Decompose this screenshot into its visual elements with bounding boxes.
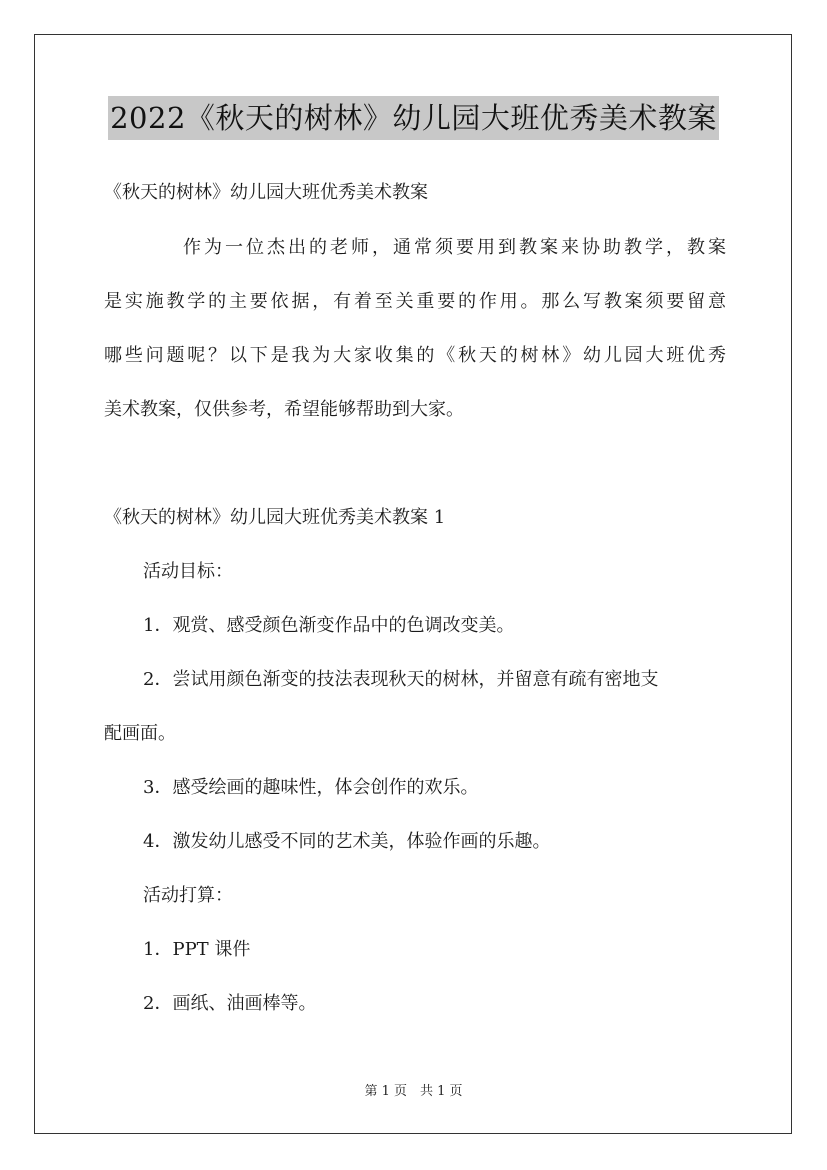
goal-item-3: 3．感受绘画的趣味性，体会创作的欢乐。 <box>143 777 479 798</box>
intro-line-3: 哪些问题呢？以下是我为大家收集的《秋天的树林》幼儿园大班优秀 <box>104 345 726 366</box>
page-number: 第 1 页 共 1 页 <box>364 1084 463 1099</box>
intro-line-1: 作为一位杰出的老师，通常须要用到教案来协助教学，教案 <box>183 237 726 258</box>
goal-item-2: 2．尝试用颜色渐变的技法表现秋天的树林，并留意有疏有密地支 <box>143 669 659 690</box>
prep-item-2: 2．画纸、油画棒等。 <box>143 993 317 1014</box>
document-title: 2022《秋天的树林》幼儿园大班优秀美术教案 <box>108 96 719 140</box>
goals-heading: 活动目标： <box>143 561 233 582</box>
intro-line-2: 是实施教学的主要依据，有着至关重要的作用。那么写教案须要留意 <box>104 291 726 312</box>
goal-item-1: 1．观赏、感受颜色渐变作品中的色调改变美。 <box>143 615 515 636</box>
prep-item-1: 1．PPT 课件 <box>143 939 251 960</box>
title-container <box>0 96 827 140</box>
intro-line-4: 美术教案，仅供参考，希望能够帮助到大家。 <box>104 399 464 420</box>
section-heading: 《秋天的树林》幼儿园大班优秀美术教案 1 <box>104 507 446 528</box>
goal-item-2-continued: 配画面。 <box>104 723 176 744</box>
goal-item-4: 4．激发幼儿感受不同的艺术美，体验作画的乐趣。 <box>143 831 551 852</box>
prep-heading: 活动打算： <box>143 885 233 906</box>
document-subtitle: 《秋天的树林》幼儿园大班优秀美术教案 <box>104 182 428 203</box>
